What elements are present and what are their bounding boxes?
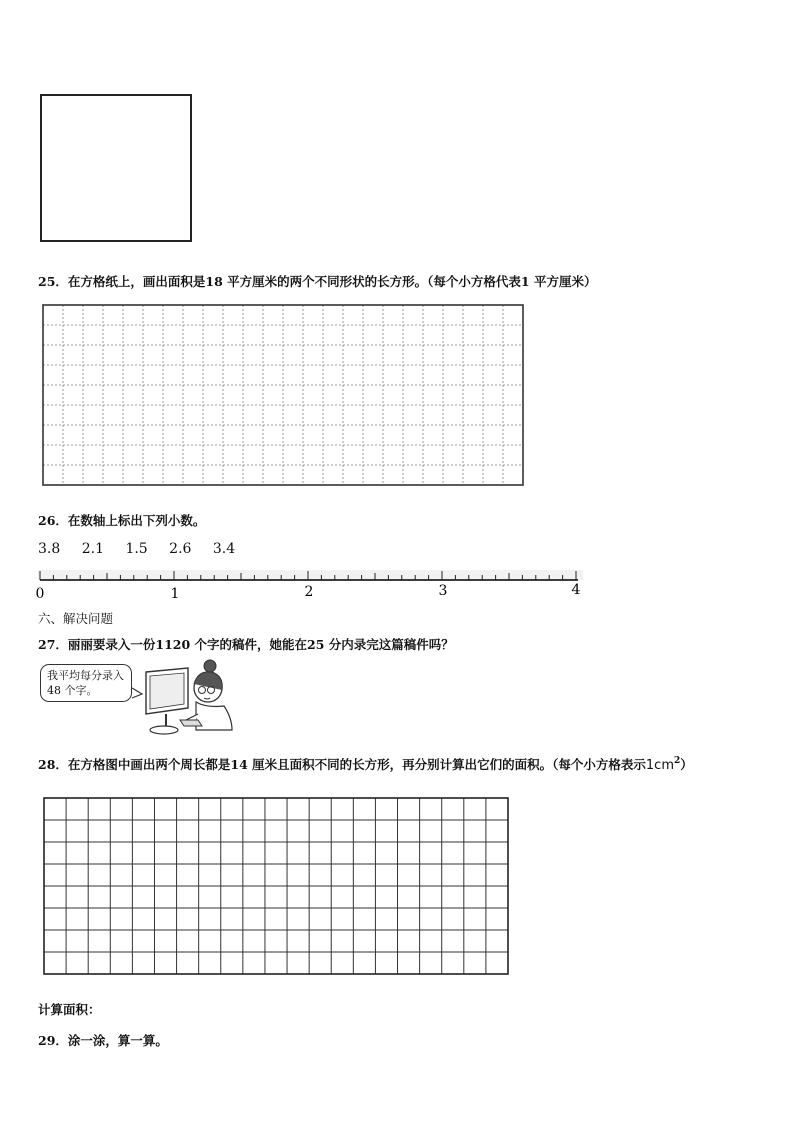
square-grid[interactable] — [43, 797, 509, 975]
decimal-item: 2.6 — [169, 541, 192, 557]
number-line[interactable] — [35, 570, 583, 606]
unit-exponent: 2 — [674, 756, 681, 766]
question-29: 29．涂一涂，算一算。 — [38, 1033, 168, 1048]
axis-label: 2 — [304, 584, 314, 600]
question-28-text: 28．在方格图中画出两个周长都是14 厘米且面积不同的长方形，再分别计算出它们的面积。（每个小方格表示 — [38, 757, 646, 772]
section-title: 六、解决问题 — [38, 611, 114, 626]
question-25: 25．在方格纸上，画出面积是18 平方厘米的两个不同形状的长方形。（每个小方格代表1 平方厘米） — [38, 274, 597, 289]
decimal-item: 3.4 — [212, 541, 236, 557]
axis-label: 4 — [571, 582, 581, 598]
decimal-item: 2.1 — [81, 541, 104, 557]
decimal-item: 3.8 — [38, 541, 61, 557]
decimal-list — [38, 541, 252, 557]
calc-area-label: 计算面积： — [38, 1002, 101, 1017]
girl-at-computer-illustration — [128, 658, 238, 738]
axis-label: 3 — [438, 583, 448, 599]
question-28-close: ） — [680, 757, 693, 772]
unit-cm: 1cm — [645, 758, 674, 773]
decimal-item: 1.5 — [125, 541, 148, 557]
square-figure — [40, 94, 192, 242]
speech-bubble: 我平均每分录入 48 个字。 — [40, 664, 132, 702]
question-27: 27．丽丽要录入一份1120 个字的稿件，她能在25 分内录完这篇稿件吗？ — [38, 637, 454, 652]
dotted-grid[interactable] — [42, 304, 524, 486]
question-26: 26．在数轴上标出下列小数。 — [38, 513, 206, 528]
axis-label: 0 — [35, 586, 45, 602]
question-28 — [38, 755, 693, 773]
axis-label: 1 — [170, 586, 180, 602]
